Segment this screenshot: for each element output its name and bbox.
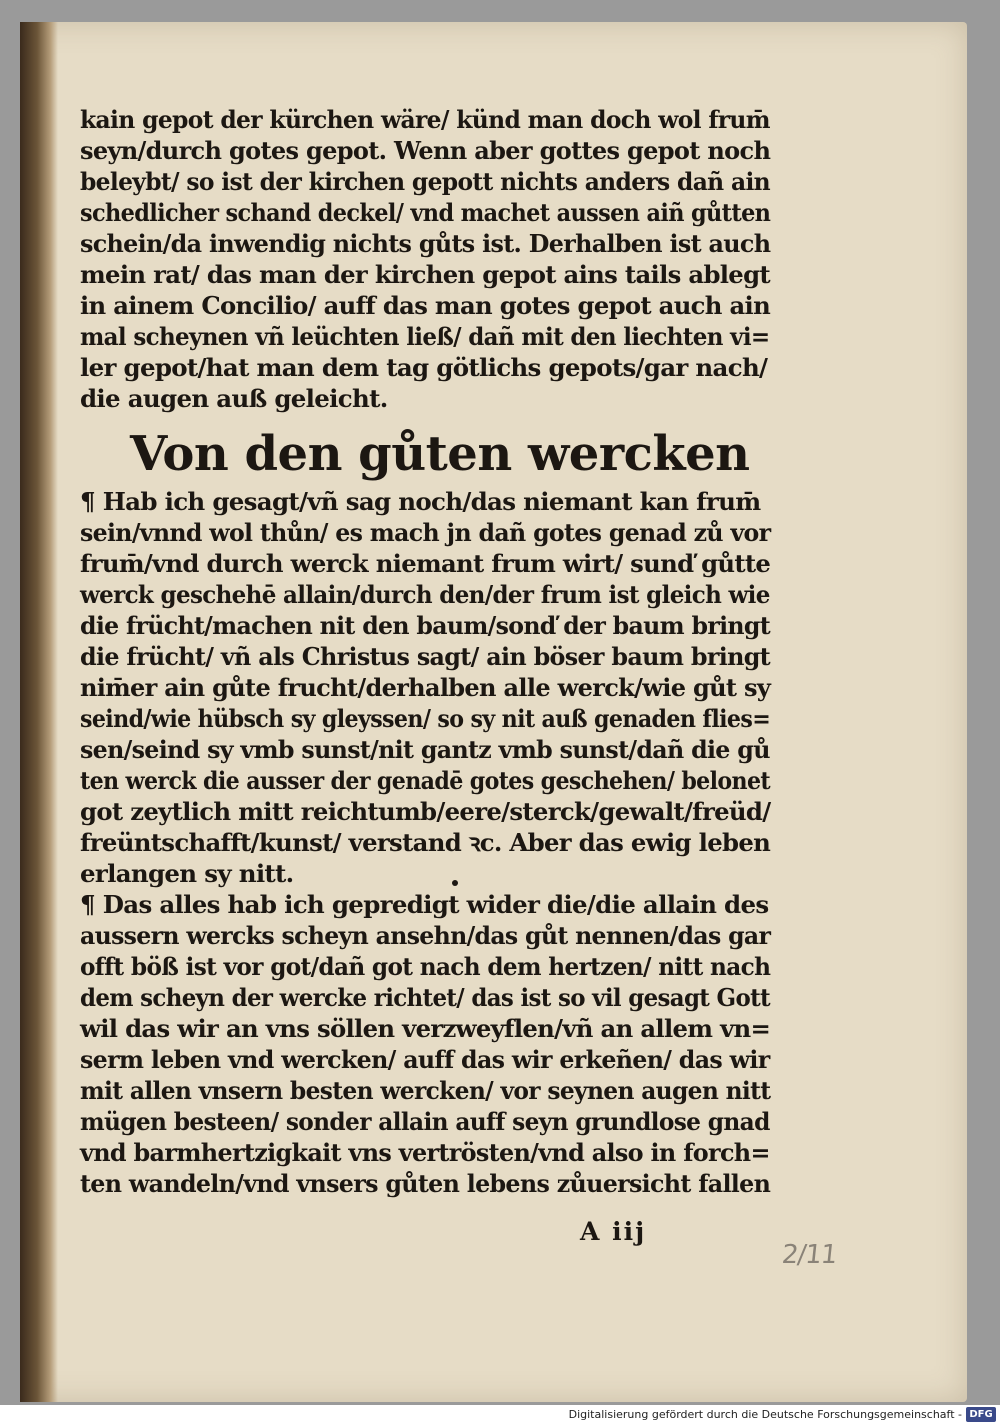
text-line: ler gepot/hat man dem tag götlichs gepots/gar nach/ xyxy=(80,353,768,382)
text-line: sen/seind sy vmb sunst/nit gantz vmb sunst/dañ die gů xyxy=(80,735,770,764)
text-line: freüntschafft/kunst/ verstand ꝛc. Aber das ewig leben xyxy=(80,828,771,857)
text-block-after-heading xyxy=(80,486,770,1199)
text-line: ten wandeln/vnd vnsers gůten lebens zůuersicht fallen xyxy=(80,1169,771,1198)
text-line: aussern wercks scheyn ansehn/das gůt nennen/das gar xyxy=(80,921,771,950)
text-line: die augen auß geleicht. xyxy=(80,384,388,413)
text-line: schedlicher schand deckel/ vnd machet aussen aiñ gůtten xyxy=(80,198,771,227)
text-line: in ainem Concilio/ auff das man gotes gepot auch ain xyxy=(80,291,771,320)
text-block-before-heading xyxy=(80,104,770,414)
text-line: die frücht/ vñ als Christus sagt/ ain böser baum bringt xyxy=(80,642,770,671)
text-line: offt böß ist vor got/dañ got nach dem hertzen/ nitt nach xyxy=(80,952,771,981)
text-line: seind/wie hübsch sy gleyssen/ so sy nit auß genaden flies= xyxy=(80,704,771,733)
text-line: serm leben vnd wercken/ auff das wir erkeñen/ das wir xyxy=(80,1045,770,1074)
text-line: dem scheyn der wercke richtet/ das ist so vil gesagt Gott xyxy=(80,983,770,1012)
page-gutter-shadow xyxy=(20,22,58,1402)
text-line: wil das wir an vns söllen verzweyflen/vñ an allem vn= xyxy=(80,1014,771,1043)
text-line: vnd barmhertzigkait vns vertrösten/vnd also in forch= xyxy=(80,1138,770,1167)
text-line: mit allen vnsern besten wercken/ vor seynen augen nitt xyxy=(80,1076,771,1105)
text-line: ten werck die ausser der genadē gotes geschehen/ belonet xyxy=(80,766,771,795)
section-heading: Von den gůten wercken xyxy=(130,426,750,482)
text-line: erlangen sy nitt. xyxy=(80,859,294,888)
text-line: ¶ Hab ich gesagt/vñ sag noch/das niemant kan frum̄ xyxy=(80,487,761,516)
text-line: kain gepot der kürchen wäre/ künd man doch wol frum̄ xyxy=(80,105,770,134)
text-line: mein rat/ das man der kirchen gepot ains tails ablegt xyxy=(80,260,770,289)
ink-speck xyxy=(452,880,458,886)
text-line: sein/vnnd wol thůn/ es mach jn dañ gotes genad zů vor xyxy=(80,518,771,547)
funding-credit: Digitalisierung gefördert durch die Deutsche Forschungsgemeinschaft - xyxy=(568,1408,962,1421)
text-line: got zeytlich mitt reichtumb/eere/sterck/gewalt/freüd/ xyxy=(80,797,771,826)
text-line: mal scheynen vñ leüchten ließ/ dañ mit den liechten vi= xyxy=(80,322,770,351)
text-line: nim̄er ain gůte frucht/derhalben alle werck/wie gůt sy xyxy=(80,673,771,702)
text-line: schein/da inwendig nichts gůts ist. Derhalben ist auch xyxy=(80,229,771,258)
text-line: werck geschehē allain/durch den/der frum ist gleich wie xyxy=(80,580,770,609)
pencil-annotation: 2/11 xyxy=(780,1240,838,1270)
text-line: frum̄/vnd durch werck niemant frum wirt/ sunď gůtte xyxy=(80,549,771,578)
page-text xyxy=(80,104,770,1199)
text-line: mügen besteen/ sonder allain auff seyn grundlose gnad xyxy=(80,1107,770,1136)
book-page xyxy=(20,22,967,1402)
text-line: seyn/durch gotes gepot. Wenn aber gottes gepot noch xyxy=(80,136,771,165)
signature-mark: A iij xyxy=(580,1217,647,1246)
text-line: ¶ Das alles hab ich gepredigt wider die/die allain des xyxy=(80,890,769,919)
dfg-logo: DFG xyxy=(966,1407,996,1422)
text-line: die frücht/machen nit den baum/sonď der baum bringt xyxy=(80,611,770,640)
text-line: beleybt/ so ist der kirchen gepott nichts anders dañ ain xyxy=(80,167,771,196)
footer-bar xyxy=(0,1405,1000,1425)
